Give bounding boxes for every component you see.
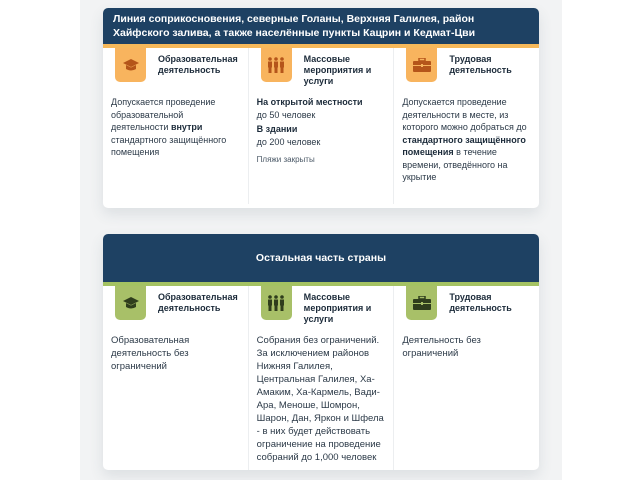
column-text: На открытой местности до 50 человек В здании до 200 человек Пляжи закрыты <box>257 96 386 167</box>
column-text: Допускается проведение деятельности в месте, из которого можно добраться до стандартного защищённого помещения в течение времени, отведённого на укрытие <box>402 97 527 182</box>
column-education <box>103 286 249 470</box>
column-events <box>249 286 395 470</box>
briefcase-icon <box>406 48 437 82</box>
column-education <box>103 48 249 204</box>
people-icon <box>261 48 292 82</box>
column-text: Допускается проведение образовательной деятельности внутри стандартного защищённого помещения <box>111 97 227 157</box>
column-title: Трудовая деятельность <box>449 54 512 75</box>
column-title: Образовательная деятельность <box>158 54 238 75</box>
column-events <box>249 48 395 204</box>
column-work <box>394 286 539 470</box>
beach-note: Пляжи закрыты <box>256 155 315 164</box>
column-title: Массовые мероприятия и услуги <box>303 292 372 324</box>
zone-card-rest-of-country <box>103 234 539 470</box>
zone-title: Остальная часть страны <box>103 234 539 286</box>
column-text: Деятельность без ограничений <box>402 335 481 359</box>
column-title: Трудовая деятельность <box>449 292 512 313</box>
graduation-cap-icon <box>115 286 146 320</box>
column-text: Собрания без ограничений. За исключением районов Нижняя Галилея, Центральная Галилея, Ха-Амаким, Ха-Кармель, Вади-Ара, Меноше, Шомрон, Шарон, Дан, Яркон и Шфела - в них будет действовать ограничение на проведение собраний до 1,000 человек <box>256 335 384 463</box>
column-work <box>394 48 539 204</box>
zone-card-frontline <box>103 8 539 208</box>
people-icon <box>261 286 292 320</box>
graduation-cap-icon <box>115 48 146 82</box>
zone-title: Линия соприкосновения, северные Голаны, Верхняя Галилея, район Хайфского залива, а также населённые пункты Кацрин и Кедмат-Цви <box>103 8 539 48</box>
column-title: Образовательная деятельность <box>158 292 238 313</box>
column-text: Образовательная деятельность без ограничений <box>111 335 190 372</box>
column-title: Массовые мероприятия и услуги <box>303 54 372 86</box>
briefcase-icon <box>406 286 437 320</box>
